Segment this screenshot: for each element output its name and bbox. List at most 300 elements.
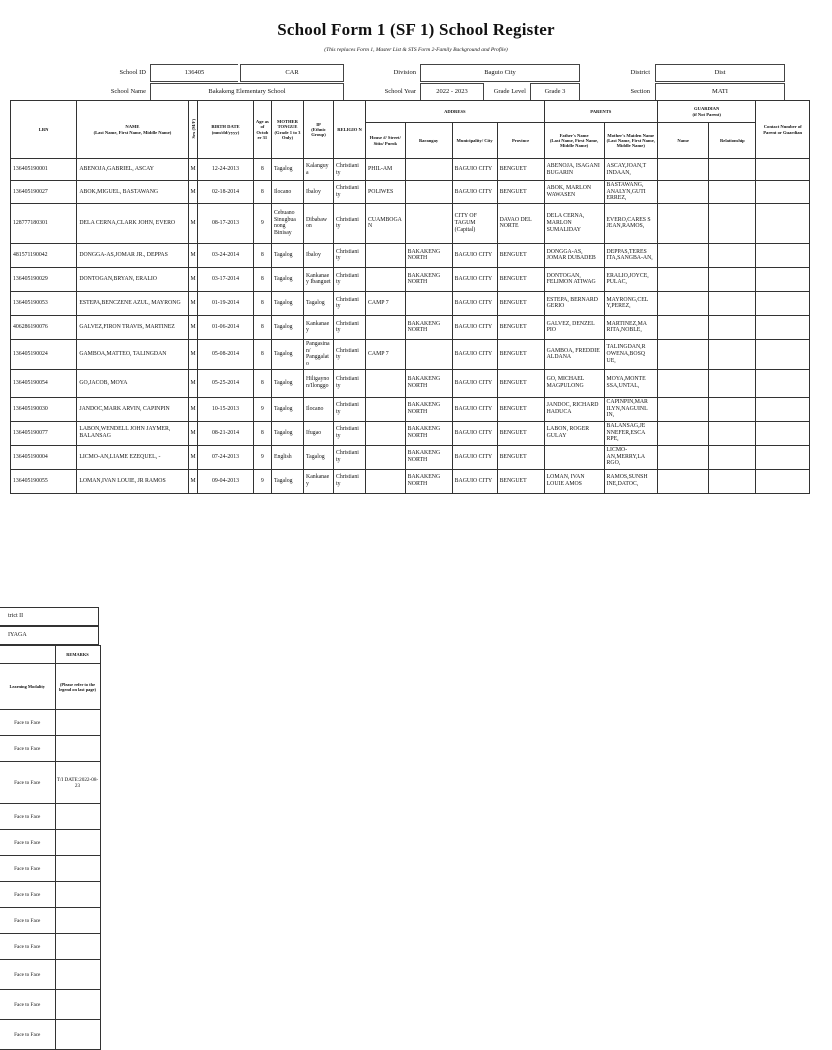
cell-mother: ASCAY,JOAN,T INDAAN,: [604, 159, 657, 181]
school-year-label: School Year: [384, 88, 416, 95]
cell-brgy: BAKAKENG NORTH: [405, 267, 452, 291]
cell-house: POLIWES: [366, 181, 406, 204]
col-contact: Contact Number of Parent or Guardian: [756, 101, 810, 159]
learning-modality: Face to Face: [0, 762, 55, 804]
cell-brgy: [405, 203, 452, 243]
cell-empty: [658, 445, 709, 469]
cell-rel: Christiani ty: [333, 315, 365, 339]
cell-name: LICMO-AN,LIAME EZEQUEL, -: [77, 445, 188, 469]
cell-age: 8: [253, 339, 271, 369]
cell-city: BAGUIO CITY: [452, 291, 497, 315]
col-sex: [188, 101, 198, 159]
remark: [55, 934, 100, 960]
cell-empty: [756, 445, 810, 469]
table-row: [11, 203, 810, 243]
cell-prov: BENGUET: [497, 339, 544, 369]
cell-prov: BENGUET: [497, 397, 544, 421]
table-row: [11, 339, 810, 369]
cell-birth: 08-21-2014: [198, 421, 254, 445]
cell-house: [366, 369, 406, 397]
cell-sex: M: [188, 445, 198, 469]
cell-empty: [709, 159, 756, 181]
cell-empty: [756, 203, 810, 243]
cell-city: BAGUIO CITY: [452, 181, 497, 204]
cell-empty: [756, 469, 810, 493]
cell-prov: BENGUET: [497, 469, 544, 493]
cell-name: GO,JACOB, MOYA: [77, 369, 188, 397]
cell-empty: [658, 267, 709, 291]
cell-age: 8: [253, 181, 271, 204]
cell-father: DELA CERNA, MARLON SUMALIDAY: [544, 203, 604, 243]
col-house: House #/ Street/ Sitio/ Purok: [366, 123, 406, 159]
cell-rel: Christiani ty: [333, 159, 365, 181]
cell-sex: M: [188, 397, 198, 421]
learning-modality: Face to Face: [0, 856, 55, 882]
cell-mother: MARTINEZ,MA RITA,NOBLE,: [604, 315, 657, 339]
cell-empty: [658, 369, 709, 397]
cell-lrn: 136405190001: [11, 159, 77, 181]
district-value: Dist: [655, 64, 785, 82]
cell-sex: M: [188, 203, 198, 243]
cell-city: BAGUIO CITY: [452, 369, 497, 397]
cell-prov: BENGUET: [497, 315, 544, 339]
cell-ip: Kankanae y: [304, 469, 334, 493]
table-row: [11, 315, 810, 339]
cell-mother: MAYRONG,CEL Y,PEREZ,: [604, 291, 657, 315]
cell-father: ABOK, MARLON WAWASEN: [544, 181, 604, 204]
cell-birth: 12-24-2013: [198, 159, 254, 181]
cell-empty: [709, 339, 756, 369]
cell-lrn: 136405190077: [11, 421, 77, 445]
cell-house: [366, 243, 406, 267]
cell-lrn: 481571190042: [11, 243, 77, 267]
modality-header-top: [0, 646, 55, 664]
cell-mother: MOYA,MONTE SSA,UNTAL,: [604, 369, 657, 397]
cell-ip: Kankanae y: [304, 315, 334, 339]
col-barangay: Barangay: [405, 123, 452, 159]
division-value: Baguio City: [420, 64, 580, 82]
cell-mt: Tagalog: [271, 369, 303, 397]
col-name: NAME (Last Name, First Name, Middle Name): [77, 101, 188, 159]
table-row: [11, 397, 810, 421]
cell-birth: 05-25-2014: [198, 369, 254, 397]
cell-sex: M: [188, 339, 198, 369]
learning-modality: Face to Face: [0, 736, 55, 762]
cell-name: ABOK,MIGUEL, BASTAWANG: [77, 181, 188, 204]
remarks-row: [0, 762, 100, 804]
remark: [55, 882, 100, 908]
cell-ip: Kalanguy a: [304, 159, 334, 181]
cell-mt: Cebuano Sinugbua nong Binisay: [271, 203, 303, 243]
cell-empty: [658, 315, 709, 339]
cell-sex: M: [188, 159, 198, 181]
cell-rel: Christiani ty: [333, 369, 365, 397]
cell-rel: Christiani ty: [333, 469, 365, 493]
cell-name: ESTEPA,BENCZENE AZUL, MAYRONG: [77, 291, 188, 315]
register-table-wrap: [10, 100, 803, 494]
cell-birth: 01-06-2014: [198, 315, 254, 339]
remark: [55, 856, 100, 882]
cell-mt: Tagalog: [271, 469, 303, 493]
cell-sex: M: [188, 469, 198, 493]
table-row: [11, 181, 810, 204]
cell-brgy: BAKAKENG NORTH: [405, 445, 452, 469]
learning-modality: Face to Face: [0, 830, 55, 856]
table-row: [11, 159, 810, 181]
cell-age: 8: [253, 315, 271, 339]
cell-name: LABON,WENDELL JOHN JAYMER, BALANSAG: [77, 421, 188, 445]
cell-birth: 01-19-2014: [198, 291, 254, 315]
district-fragment-box: [0, 607, 99, 626]
col-religion: RELIGIO N: [333, 101, 365, 159]
cell-father: ESTEPA, BERNARD GERIO: [544, 291, 604, 315]
cell-sex: M: [188, 291, 198, 315]
cell-name: ABENOJA,GABRIEL, ASCAY: [77, 159, 188, 181]
col-lrn: LRN: [11, 101, 77, 159]
cell-father: LABON, ROGER GULAY: [544, 421, 604, 445]
cell-lrn: 406286190076: [11, 315, 77, 339]
remarks-row: [0, 856, 100, 882]
cell-house: [366, 315, 406, 339]
learning-modality: Face to Face: [0, 990, 55, 1020]
learning-modality: Face to Face: [0, 960, 55, 990]
cell-ip: Dibabaw on: [304, 203, 334, 243]
school-info-row-1: [0, 64, 768, 84]
cell-mother: EVERO,CARES S JEAN,RAMOS,: [604, 203, 657, 243]
cell-mother: CAPINPIN,MAR ILYN,NAGUINL IN,: [604, 397, 657, 421]
section-label: Section: [630, 88, 650, 95]
section-value: MATI: [655, 83, 785, 101]
cell-mt: Tagalog: [271, 159, 303, 181]
cell-birth: 03-24-2014: [198, 243, 254, 267]
cell-age: 8: [253, 243, 271, 267]
cell-house: CAMP 7: [366, 339, 406, 369]
cell-rel: Christiani ty: [333, 181, 365, 204]
col-guardian-name: Name: [658, 123, 709, 159]
cell-lrn: 136405190029: [11, 267, 77, 291]
register-table: [10, 100, 810, 494]
cell-empty: [756, 291, 810, 315]
cell-brgy: [405, 181, 452, 204]
cell-ip: Kankanae y Ibanguet: [304, 267, 334, 291]
cell-prov: BENGUET: [497, 291, 544, 315]
cell-age: 9: [253, 203, 271, 243]
cell-brgy: [405, 339, 452, 369]
remarks-row: [0, 804, 100, 830]
cell-city: BAGUIO CITY: [452, 243, 497, 267]
remark: [55, 908, 100, 934]
cell-mother: ERALIO,JOYCE, PULAC,: [604, 267, 657, 291]
cell-empty: [709, 445, 756, 469]
cell-sex: M: [188, 181, 198, 204]
cell-lrn: 136405190054: [11, 369, 77, 397]
cell-ip: Ifugao: [304, 421, 334, 445]
cell-rel: Christiani ty: [333, 291, 365, 315]
remarks-header: REMARKS: [55, 646, 100, 664]
cell-empty: [709, 315, 756, 339]
cell-rel: Christiani ty: [333, 445, 365, 469]
cell-age: 8: [253, 369, 271, 397]
remarks-row: [0, 1020, 100, 1050]
register-body: [11, 159, 810, 494]
cell-father: GO, MICHAEL MAGPULONG: [544, 369, 604, 397]
cell-brgy: BAKAKENG NORTH: [405, 397, 452, 421]
cell-sex: M: [188, 369, 198, 397]
cell-birth: 08-17-2013: [198, 203, 254, 243]
cell-sex: M: [188, 315, 198, 339]
remarks-row: [0, 960, 100, 990]
cell-name: DELA CERNA,CLARK JOHN, EVERO: [77, 203, 188, 243]
cell-birth: 09-04-2013: [198, 469, 254, 493]
grade-level-value: Grade 3: [530, 83, 580, 101]
cell-father: GAMBOA, FREDDIE ALDANA: [544, 339, 604, 369]
col-address: ADDRESS: [366, 101, 545, 123]
learning-modality: Face to Face: [0, 934, 55, 960]
cell-mt: Tagalog: [271, 421, 303, 445]
cell-brgy: BAKAKENG NORTH: [405, 315, 452, 339]
cell-sex: M: [188, 267, 198, 291]
cell-age: 9: [253, 469, 271, 493]
cell-empty: [756, 159, 810, 181]
cell-city: BAGUIO CITY: [452, 159, 497, 181]
district-fragment: trict II: [8, 613, 24, 619]
cell-name: JANDOC,MARK ARVIN, CAPINPIN: [77, 397, 188, 421]
col-father: Father's Name (Last Name, First Name, Middle Name): [544, 123, 604, 159]
cell-mt: English: [271, 445, 303, 469]
cell-lrn: 136405190053: [11, 291, 77, 315]
cell-empty: [709, 203, 756, 243]
modality-header: Learning Modality: [0, 664, 55, 710]
cell-rel: Christiani ty: [333, 397, 365, 421]
learning-modality: Face to Face: [0, 882, 55, 908]
cell-mother: DEPPAS,TERES ITA,SANGBA-AN,: [604, 243, 657, 267]
table-row: [11, 469, 810, 493]
cell-house: [366, 267, 406, 291]
cell-rel: Christiani ty: [333, 421, 365, 445]
cell-mother: LICMO-AN,MERRY,LA RGO,: [604, 445, 657, 469]
cell-lrn: 136405190027: [11, 181, 77, 204]
cell-empty: [756, 339, 810, 369]
cell-empty: [709, 267, 756, 291]
cell-city: BAGUIO CITY: [452, 469, 497, 493]
cell-mother: RAMOS,SUNSH INE,DATOC,: [604, 469, 657, 493]
remarks-table: [0, 645, 101, 1050]
cell-birth: 05-08-2014: [198, 339, 254, 369]
cell-name: GALVEZ,FIRON TRAVIS, MARTINEZ: [77, 315, 188, 339]
cell-empty: [756, 267, 810, 291]
cell-city: BAGUIO CITY: [452, 445, 497, 469]
col-guardian-relationship: Relationship: [709, 123, 756, 159]
cell-empty: [658, 159, 709, 181]
cell-empty: [756, 397, 810, 421]
cell-house: CAMP 7: [366, 291, 406, 315]
cell-house: [366, 445, 406, 469]
remarks-row: [0, 830, 100, 856]
table-row: [11, 267, 810, 291]
cell-empty: [658, 203, 709, 243]
district-label: District: [630, 69, 650, 76]
cell-house: CUAMBOGA N: [366, 203, 406, 243]
cell-city: BAGUIO CITY: [452, 267, 497, 291]
cell-lrn: 136405190055: [11, 469, 77, 493]
cell-prov: BENGUET: [497, 421, 544, 445]
remarks-row: [0, 710, 100, 736]
cell-house: [366, 421, 406, 445]
cell-house: [366, 469, 406, 493]
school-id-value: 136405: [150, 64, 238, 82]
remarks-row: [0, 934, 100, 960]
cell-house: [366, 397, 406, 421]
cell-rel: Christiani ty: [333, 339, 365, 369]
cell-empty: [658, 181, 709, 204]
grade-level-label: Grade Level: [493, 88, 526, 95]
remarks-body: [0, 710, 100, 1050]
cell-rel: Christiani ty: [333, 243, 365, 267]
cell-brgy: [405, 159, 452, 181]
cell-ip: Pangasina n/ Panggalat o: [304, 339, 334, 369]
cell-prov: BENGUET: [497, 445, 544, 469]
cell-empty: [709, 397, 756, 421]
cell-mt: Tagalog: [271, 315, 303, 339]
cell-empty: [658, 339, 709, 369]
school-name-label: School Name: [110, 88, 146, 95]
cell-age: 9: [253, 397, 271, 421]
cell-lrn: 136405190024: [11, 339, 77, 369]
cell-brgy: [405, 291, 452, 315]
cell-sex: M: [188, 243, 198, 267]
remarks-row: [0, 908, 100, 934]
cell-birth: 03-17-2014: [198, 267, 254, 291]
cell-father: JANDOC, RICHARD HADUCA: [544, 397, 604, 421]
cell-empty: [709, 243, 756, 267]
remarks-row: [0, 736, 100, 762]
cell-mother: BASTAWANG, ANALYN,GUTI ERREZ,: [604, 181, 657, 204]
cell-empty: [709, 181, 756, 204]
cell-father: LOMAN, IVAN LOUIE AMOS: [544, 469, 604, 493]
col-birth-date: BIRTH DATE (mm/dd/yyyy): [198, 101, 254, 159]
col-ip: IP (Ethnic Group): [304, 101, 334, 159]
cell-father: [544, 445, 604, 469]
cell-rel: Christiani ty: [333, 267, 365, 291]
col-parents: PARENTS: [544, 101, 657, 123]
cell-empty: [658, 397, 709, 421]
remark: [55, 960, 100, 990]
cell-empty: [709, 469, 756, 493]
cell-father: DONTOGAN, FELIMON ATIWAG: [544, 267, 604, 291]
cell-sex: M: [188, 421, 198, 445]
cell-rel: Christiani ty: [333, 203, 365, 243]
cell-city: CITY OF TAGUM (Capital): [452, 203, 497, 243]
cell-empty: [658, 291, 709, 315]
remarks-row: [0, 882, 100, 908]
cell-empty: [756, 315, 810, 339]
cell-age: 8: [253, 291, 271, 315]
cell-name: GAMBOA,MATTEO, TALINGDAN: [77, 339, 188, 369]
cell-ip: Hiligayno n/Ilonggo: [304, 369, 334, 397]
document-subtitle: (This replaces Form 1, Master List & STS Form 2-Family Background and Profile): [324, 47, 508, 53]
school-id-label: School ID: [119, 69, 146, 76]
cell-ip: Tagalog: [304, 445, 334, 469]
cell-prov: BENGUET: [497, 369, 544, 397]
col-sex-label: Sex (M/F): [190, 119, 196, 139]
remark: [55, 830, 100, 856]
cell-city: BAGUIO CITY: [452, 315, 497, 339]
cell-empty: [756, 181, 810, 204]
cell-brgy: BAKAKENG NORTH: [405, 421, 452, 445]
col-mother: Mother's Maiden Name (Last Name, First Name, Middle Name): [604, 123, 657, 159]
cell-empty: [756, 243, 810, 267]
cell-father: ABENOJA, ISAGANI BUGARIN: [544, 159, 604, 181]
table-row: [11, 291, 810, 315]
learning-modality: Face to Face: [0, 804, 55, 830]
cell-mother: BALANSAG,JE NNEFER,ESCA RPE,: [604, 421, 657, 445]
learning-modality: Face to Face: [0, 1020, 55, 1050]
cell-birth: 07-24-2013: [198, 445, 254, 469]
cell-city: BAGUIO CITY: [452, 397, 497, 421]
remark: [55, 804, 100, 830]
col-age: Age as of Octob er 31: [253, 101, 271, 159]
cell-father: GALVEZ, DENZEL PIO: [544, 315, 604, 339]
cell-mt: Tagalog: [271, 291, 303, 315]
cell-prov: BENGUET: [497, 243, 544, 267]
cell-ip: Ibaloy: [304, 181, 334, 204]
cell-empty: [709, 291, 756, 315]
cell-prov: DAVAO DEL NORTE: [497, 203, 544, 243]
division-label: Division: [393, 69, 416, 76]
remark: [55, 1020, 100, 1050]
cell-prov: BENGUET: [497, 267, 544, 291]
cell-empty: [658, 421, 709, 445]
cell-empty: [756, 421, 810, 445]
cell-mt: Tagalog: [271, 397, 303, 421]
cell-mother: TALINGDAN,R OWENA,BOSQ UE,: [604, 339, 657, 369]
table-row: [11, 421, 810, 445]
cell-birth: 02-18-2014: [198, 181, 254, 204]
learning-modality: Face to Face: [0, 908, 55, 934]
cell-age: 8: [253, 267, 271, 291]
remark: [55, 736, 100, 762]
remarks-row: [0, 990, 100, 1020]
school-name-value: Bakakeng Elementary School: [150, 83, 344, 101]
cell-ip: Tagalog: [304, 291, 334, 315]
remark: [55, 990, 100, 1020]
cell-empty: [658, 469, 709, 493]
cell-empty: [709, 369, 756, 397]
remarks-note: (Please refer to the legend on last page): [55, 664, 100, 710]
cell-father: DONGGA-AS, JOMAR DUBADEB: [544, 243, 604, 267]
cell-mt: Tagalog: [271, 243, 303, 267]
col-province: Province: [497, 123, 544, 159]
cell-age: 8: [253, 159, 271, 181]
document-title: School Form 1 (SF 1) School Register: [277, 20, 555, 39]
cell-brgy: BAKAKENG NORTH: [405, 243, 452, 267]
cell-lrn: 136405190004: [11, 445, 77, 469]
cell-name: LOMAN,IVAN LOUIE, JR RAMOS: [77, 469, 188, 493]
cell-lrn: 128777180301: [11, 203, 77, 243]
cell-prov: BENGUET: [497, 159, 544, 181]
cell-name: DONTOGAN,BRYAN, ERALIO: [77, 267, 188, 291]
table-row: [11, 369, 810, 397]
col-guardian: GUARDIAN (if Not Parent): [658, 101, 756, 123]
region-value: CAR: [240, 64, 344, 82]
cell-ip: Ibaloy: [304, 243, 334, 267]
cell-brgy: BAKAKENG NORTH: [405, 369, 452, 397]
cell-city: BAGUIO CITY: [452, 339, 497, 369]
remark: T/I DATE:2022-08-23: [55, 762, 100, 804]
school-year-value: 2022 - 2023: [420, 83, 484, 101]
col-mother-tongue: MOTHER TONGUE (Grade 1 to 3 Only): [271, 101, 303, 159]
cell-city: BAGUIO CITY: [452, 421, 497, 445]
